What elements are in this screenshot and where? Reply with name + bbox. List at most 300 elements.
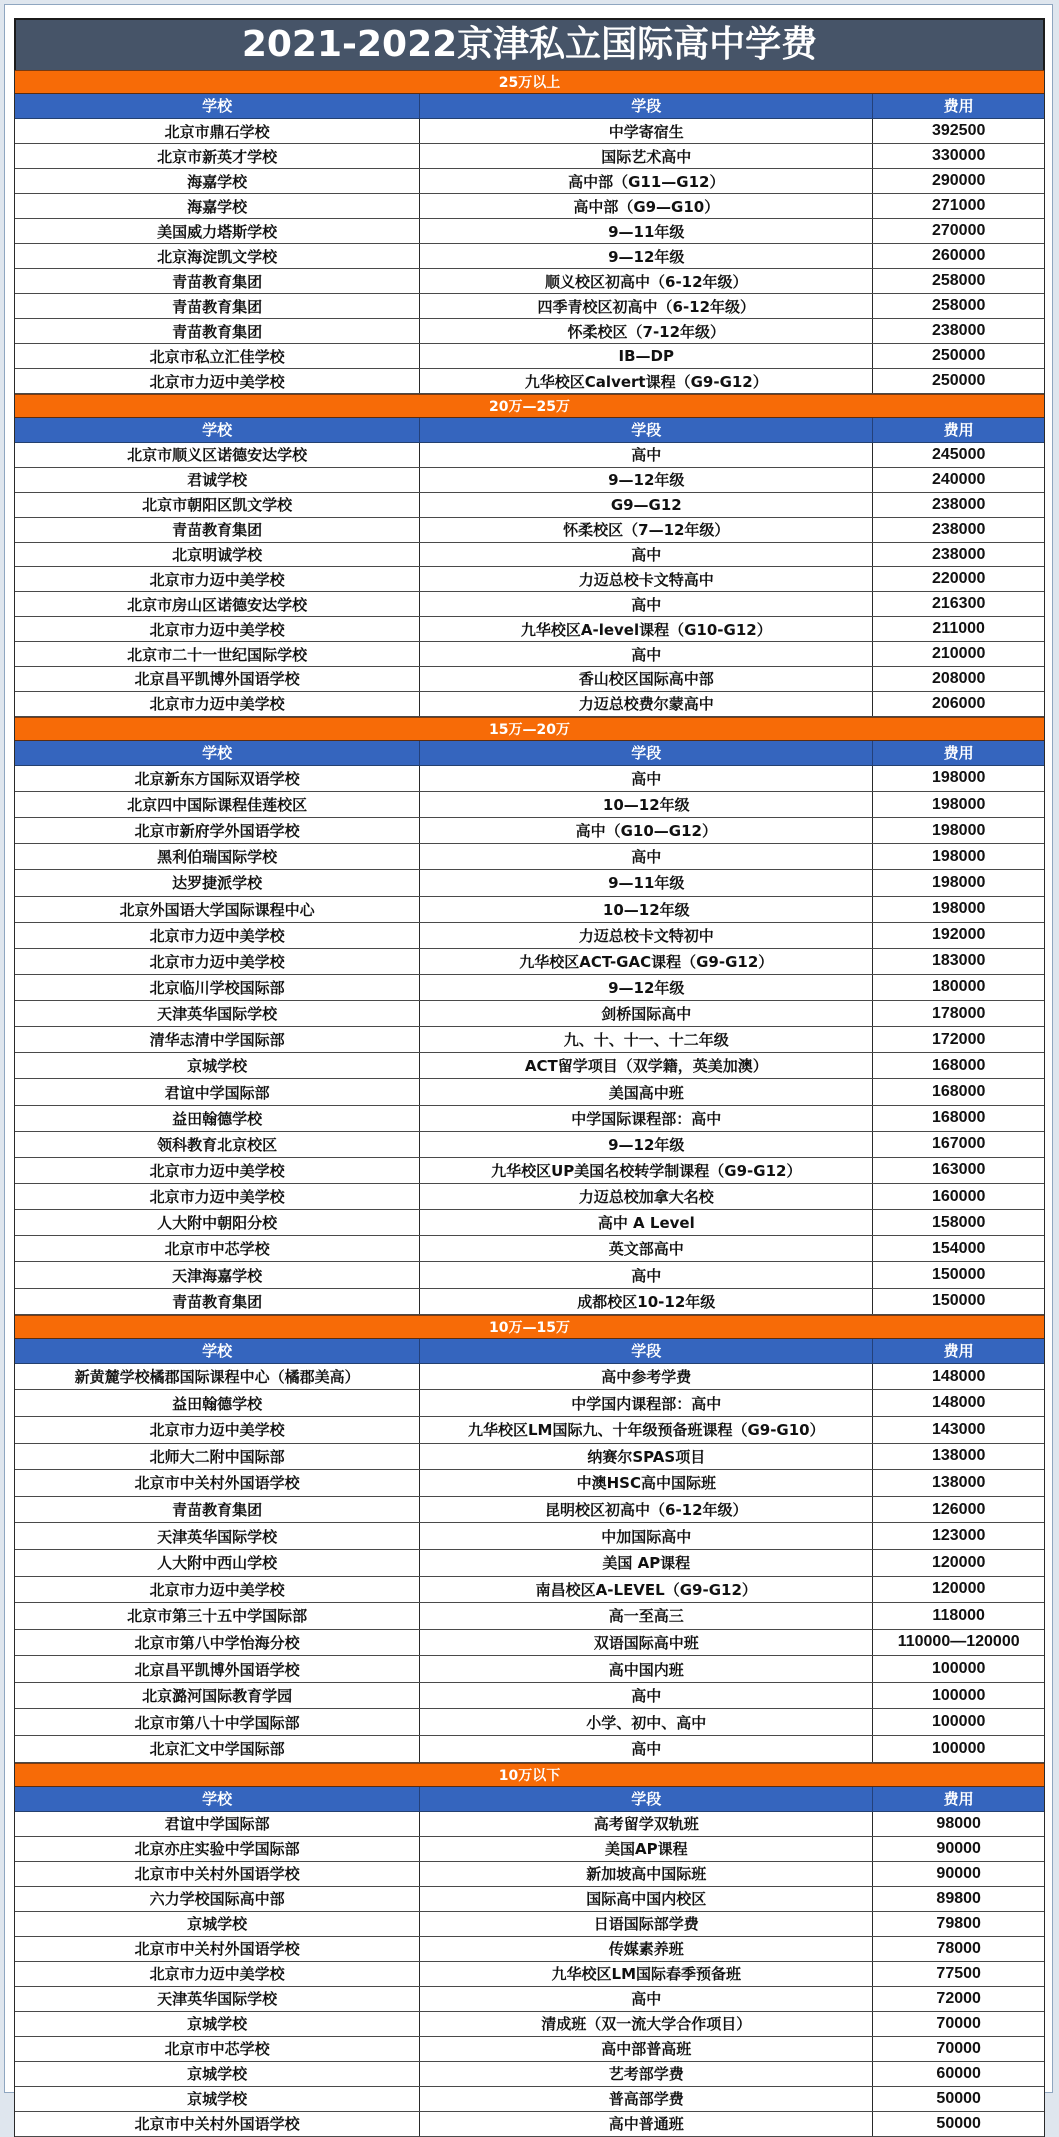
cell-school: 北京市朝阳区凯文学校 bbox=[142, 496, 293, 515]
table-row bbox=[15, 617, 1044, 642]
table-row bbox=[15, 244, 1044, 269]
cell-school: 北京市鼎石学校 bbox=[164, 122, 270, 141]
section-band: 15万—20万 bbox=[15, 717, 1044, 741]
cell-stage: 力迈总校卡文特初中 bbox=[419, 923, 872, 948]
table-row bbox=[15, 468, 1044, 493]
table-row bbox=[15, 119, 1044, 144]
cell-fee: 183000 bbox=[872, 949, 1044, 974]
cell-stage: 新加坡高中国际班 bbox=[419, 1862, 872, 1886]
cell-stage: 九华校区LM国际九、十年级预备班课程（G9-G10） bbox=[419, 1417, 872, 1443]
cell-stage: 中学国际课程部：高中 bbox=[419, 1106, 872, 1131]
cell-stage: 9—12年级 bbox=[419, 1132, 872, 1157]
cell-school: 青苗教育集团 bbox=[172, 297, 263, 316]
cell-school: 京城学校 bbox=[187, 1915, 248, 1934]
table-row bbox=[15, 1887, 1044, 1912]
table-row bbox=[15, 1736, 1044, 1763]
cell-fee: 260000 bbox=[872, 244, 1044, 268]
cell-school: 北京市第三十五中学国际部 bbox=[127, 1607, 308, 1626]
cell-stage: 艺考部学费 bbox=[419, 2062, 872, 2086]
table-row bbox=[15, 692, 1044, 717]
cell-fee: 271000 bbox=[872, 194, 1044, 218]
table-header bbox=[15, 1787, 1044, 1812]
section-rows bbox=[15, 443, 1044, 717]
table-row bbox=[15, 818, 1044, 844]
table-row bbox=[15, 792, 1044, 818]
cell-stage: 高中 bbox=[419, 543, 872, 567]
table-row bbox=[15, 667, 1044, 692]
cell-stage: 9—11年级 bbox=[419, 219, 872, 243]
cell-stage: 国际高中国内校区 bbox=[419, 1887, 872, 1911]
header-fee: 费用 bbox=[872, 94, 1044, 118]
fee-section-2 bbox=[14, 394, 1045, 717]
table-row bbox=[15, 2037, 1044, 2062]
cell-stage: 九华校区Calvert课程（G9-G12） bbox=[419, 369, 872, 393]
table-row bbox=[15, 1812, 1044, 1837]
table-row bbox=[15, 1158, 1044, 1184]
cell-fee: 290000 bbox=[872, 169, 1044, 193]
cell-school: 美国威力塔斯学校 bbox=[157, 222, 278, 241]
table-row bbox=[15, 344, 1044, 369]
cell-stage: 9—12年级 bbox=[419, 468, 872, 492]
table-row bbox=[15, 1937, 1044, 1962]
header-stage: 学段 bbox=[419, 741, 872, 765]
header-fee: 费用 bbox=[872, 1339, 1044, 1363]
cell-school: 君谊中学国际部 bbox=[164, 1083, 270, 1102]
cell-school: 北京市中关村外国语学校 bbox=[134, 1865, 300, 1884]
fee-section-3 bbox=[14, 717, 1045, 1315]
cell-fee: 50000 bbox=[872, 2087, 1044, 2111]
header-school: 学校 bbox=[202, 1789, 233, 1808]
cell-stage: 传媒素养班 bbox=[419, 1937, 872, 1961]
cell-school: 北京市中芯学校 bbox=[164, 1240, 270, 1259]
cell-stage: 力迈总校加拿大名校 bbox=[419, 1184, 872, 1209]
cell-school: 青苗教育集团 bbox=[172, 1292, 263, 1311]
cell-school: 北师大二附中国际部 bbox=[149, 1447, 285, 1466]
table-row bbox=[15, 1603, 1044, 1630]
cell-school: 北京亦庄实验中学国际部 bbox=[134, 1840, 300, 1859]
cell-stage: 高中 bbox=[419, 1683, 872, 1709]
cell-fee: 78000 bbox=[872, 1937, 1044, 1961]
cell-fee: 238000 bbox=[872, 493, 1044, 517]
cell-fee: 168000 bbox=[872, 1079, 1044, 1104]
cell-fee: 245000 bbox=[872, 443, 1044, 467]
cell-stage: 香山校区国际高中部 bbox=[419, 667, 872, 691]
cell-stage: 中加国际高中 bbox=[419, 1523, 872, 1549]
cell-fee: 208000 bbox=[872, 667, 1044, 691]
cell-school: 益田翰德学校 bbox=[172, 1394, 263, 1413]
cell-stage: 高中 bbox=[419, 1987, 872, 2011]
table-row bbox=[15, 1912, 1044, 1937]
cell-fee: 198000 bbox=[872, 792, 1044, 817]
header-fee: 费用 bbox=[872, 741, 1044, 765]
header-school: 学校 bbox=[202, 421, 233, 439]
table-row bbox=[15, 975, 1044, 1001]
table-header bbox=[15, 94, 1044, 119]
cell-school: 人大附中西山学校 bbox=[157, 1554, 278, 1573]
cell-school: 北京昌平凯博外国语学校 bbox=[134, 670, 300, 689]
table-row bbox=[15, 1523, 1044, 1550]
cell-school: 北京市新府学外国语学校 bbox=[134, 822, 300, 841]
cell-school: 北京市私立汇佳学校 bbox=[149, 347, 285, 366]
section-rows bbox=[15, 1812, 1044, 2137]
cell-fee: 238000 bbox=[872, 319, 1044, 343]
table-row bbox=[15, 1364, 1044, 1391]
table-row bbox=[15, 2112, 1044, 2137]
fee-section-4 bbox=[14, 1315, 1045, 1763]
section-rows bbox=[15, 119, 1044, 394]
cell-school: 北京市力迈中美学校 bbox=[149, 1161, 285, 1180]
cell-school: 北京市力迈中美学校 bbox=[149, 695, 285, 714]
cell-stage: 中学寄宿生 bbox=[419, 119, 872, 143]
table-row bbox=[15, 319, 1044, 344]
cell-school: 北京市力迈中美学校 bbox=[149, 620, 285, 639]
cell-fee: 198000 bbox=[872, 818, 1044, 843]
cell-school: 新黄麓学校橘郡国际课程中心（橘郡美高） bbox=[74, 1368, 360, 1387]
cell-fee: 150000 bbox=[872, 1289, 1044, 1314]
cell-fee: 138000 bbox=[872, 1470, 1044, 1496]
table-row bbox=[15, 1550, 1044, 1577]
cell-stage: 怀柔校区（7-12年级） bbox=[419, 319, 872, 343]
table-row bbox=[15, 1210, 1044, 1236]
cell-fee: 98000 bbox=[872, 1812, 1044, 1836]
cell-fee: 258000 bbox=[872, 269, 1044, 293]
cell-fee: 198000 bbox=[872, 844, 1044, 869]
table-row bbox=[15, 169, 1044, 194]
cell-school: 青苗教育集团 bbox=[172, 322, 263, 341]
cell-fee: 392500 bbox=[872, 119, 1044, 143]
cell-stage: 9—11年级 bbox=[419, 870, 872, 895]
cell-stage: 四季青校区初高中（6-12年级） bbox=[419, 294, 872, 318]
fee-section-1 bbox=[14, 70, 1045, 394]
cell-fee: 198000 bbox=[872, 870, 1044, 895]
table-row bbox=[15, 1497, 1044, 1524]
cell-fee: 167000 bbox=[872, 1132, 1044, 1157]
section-band: 20万—25万 bbox=[15, 394, 1044, 418]
cell-fee: 178000 bbox=[872, 1001, 1044, 1026]
cell-school: 天津海嘉学校 bbox=[172, 1266, 263, 1285]
cell-school: 天津英华国际学校 bbox=[157, 1990, 278, 2009]
cell-stage: 九华校区A-level课程（G10-G12） bbox=[419, 617, 872, 641]
cell-school: 北京市力迈中美学校 bbox=[149, 926, 285, 945]
cell-stage: 力迈总校费尔蒙高中 bbox=[419, 692, 872, 716]
cell-fee: 168000 bbox=[872, 1053, 1044, 1078]
cell-fee: 90000 bbox=[872, 1862, 1044, 1886]
cell-school: 北京明诚学校 bbox=[172, 546, 263, 564]
cell-fee: 154000 bbox=[872, 1236, 1044, 1261]
cell-stage: 九华校区UP美国名校转学制课程（G9-G12） bbox=[419, 1158, 872, 1183]
cell-stage: 高中 bbox=[419, 443, 872, 467]
sections-container bbox=[14, 70, 1045, 2137]
table-row bbox=[15, 1289, 1044, 1315]
cell-stage: 9—12年级 bbox=[419, 975, 872, 1000]
cell-school: 北京市力迈中美学校 bbox=[149, 1580, 285, 1599]
cell-fee: 220000 bbox=[872, 567, 1044, 591]
section-band: 25万以上 bbox=[15, 70, 1044, 94]
cell-stage: 双语国际高中班 bbox=[419, 1630, 872, 1656]
header-stage: 学段 bbox=[419, 94, 872, 118]
cell-school: 青苗教育集团 bbox=[172, 1501, 263, 1520]
table-row bbox=[15, 1470, 1044, 1497]
cell-fee: 180000 bbox=[872, 975, 1044, 1000]
cell-fee: 100000 bbox=[872, 1683, 1044, 1709]
cell-stage: 顺义校区初高中（6-12年级） bbox=[419, 269, 872, 293]
table-row bbox=[15, 592, 1044, 617]
table-row bbox=[15, 1132, 1044, 1158]
table-row bbox=[15, 493, 1044, 518]
cell-stage: ACT留学项目（双学籍，英美加澳） bbox=[419, 1053, 872, 1078]
cell-school: 六力学校国际高中部 bbox=[149, 1890, 285, 1909]
cell-stage: 怀柔校区（7—12年级） bbox=[419, 518, 872, 542]
cell-fee: 143000 bbox=[872, 1417, 1044, 1443]
table-row bbox=[15, 369, 1044, 394]
table-row bbox=[15, 1106, 1044, 1132]
table-row bbox=[15, 1390, 1044, 1417]
table-row bbox=[15, 567, 1044, 592]
cell-school: 北京市中关村外国语学校 bbox=[134, 2115, 300, 2134]
cell-stage: 中学国内课程部：高中 bbox=[419, 1390, 872, 1416]
cell-school: 北京临川学校国际部 bbox=[149, 978, 285, 997]
cell-school: 京城学校 bbox=[187, 2015, 248, 2034]
cell-school: 北京市中关村外国语学校 bbox=[134, 1474, 300, 1493]
section-rows bbox=[15, 1364, 1044, 1763]
table-row bbox=[15, 844, 1044, 870]
cell-fee: 118000 bbox=[872, 1603, 1044, 1629]
cell-stage: 昆明校区初高中（6-12年级） bbox=[419, 1497, 872, 1523]
cell-fee: 70000 bbox=[872, 2037, 1044, 2061]
cell-fee: 163000 bbox=[872, 1158, 1044, 1183]
table-row bbox=[15, 2062, 1044, 2087]
cell-school: 北京市顺义区诺德安达学校 bbox=[127, 446, 308, 465]
cell-fee: 138000 bbox=[872, 1444, 1044, 1470]
cell-fee: 206000 bbox=[872, 692, 1044, 716]
table-row bbox=[15, 194, 1044, 219]
cell-fee: 150000 bbox=[872, 1262, 1044, 1287]
cell-fee: 168000 bbox=[872, 1106, 1044, 1131]
table-header bbox=[15, 741, 1044, 766]
table-row bbox=[15, 219, 1044, 244]
table-row bbox=[15, 1444, 1044, 1471]
cell-stage: 高中（G10—G12） bbox=[419, 818, 872, 843]
cell-school: 北京市力迈中美学校 bbox=[149, 1421, 285, 1440]
cell-stage: 小学、初中、高中 bbox=[419, 1709, 872, 1735]
cell-fee: 172000 bbox=[872, 1027, 1044, 1052]
table-row bbox=[15, 443, 1044, 468]
table-row bbox=[15, 1837, 1044, 1862]
cell-stage: 力迈总校卡文特高中 bbox=[419, 567, 872, 591]
cell-stage: 美国 AP课程 bbox=[419, 1550, 872, 1576]
cell-school: 海嘉学校 bbox=[187, 197, 248, 216]
cell-school: 人大附中朝阳分校 bbox=[157, 1214, 278, 1233]
cell-stage: 国际艺术高中 bbox=[419, 144, 872, 168]
cell-fee: 238000 bbox=[872, 543, 1044, 567]
cell-stage: 中澳HSC高中国际班 bbox=[419, 1470, 872, 1496]
cell-fee: 240000 bbox=[872, 468, 1044, 492]
cell-stage: 高中 bbox=[419, 1262, 872, 1287]
table-row bbox=[15, 1577, 1044, 1604]
cell-fee: 89800 bbox=[872, 1887, 1044, 1911]
table-row bbox=[15, 1001, 1044, 1027]
table-row bbox=[15, 923, 1044, 949]
cell-fee: 148000 bbox=[872, 1390, 1044, 1416]
cell-school: 北京市力迈中美学校 bbox=[149, 570, 285, 589]
cell-school: 君诚学校 bbox=[187, 471, 248, 490]
cell-school: 益田翰德学校 bbox=[172, 1109, 263, 1128]
table-row bbox=[15, 1683, 1044, 1710]
cell-school: 北京市力迈中美学校 bbox=[149, 372, 285, 391]
cell-school: 北京市第八十中学国际部 bbox=[134, 1713, 300, 1732]
cell-stage: 高中 bbox=[419, 642, 872, 666]
cell-fee: 120000 bbox=[872, 1550, 1044, 1576]
header-stage: 学段 bbox=[419, 418, 872, 442]
cell-school: 北京市力迈中美学校 bbox=[149, 952, 285, 971]
cell-stage: 英文部高中 bbox=[419, 1236, 872, 1261]
table-row bbox=[15, 1262, 1044, 1288]
table-row bbox=[15, 1656, 1044, 1683]
cell-fee: 100000 bbox=[872, 1709, 1044, 1735]
cell-fee: 70000 bbox=[872, 2012, 1044, 2036]
cell-fee: 50000 bbox=[872, 2112, 1044, 2136]
cell-fee: 198000 bbox=[872, 766, 1044, 791]
table-row bbox=[15, 1184, 1044, 1210]
table-row bbox=[15, 1417, 1044, 1444]
cell-fee: 90000 bbox=[872, 1837, 1044, 1861]
fee-table bbox=[14, 18, 1045, 2137]
cell-school: 北京海淀凯文学校 bbox=[157, 247, 278, 266]
cell-school: 青苗教育集团 bbox=[172, 521, 263, 540]
cell-stage: 10—12年级 bbox=[419, 897, 872, 922]
cell-stage: 九华校区LM国际春季预备班 bbox=[419, 1962, 872, 1986]
cell-stage: 清成班（双一流大学合作项目） bbox=[419, 2012, 872, 2036]
cell-fee: 123000 bbox=[872, 1523, 1044, 1549]
cell-school: 黑利伯瑞国际学校 bbox=[157, 848, 278, 867]
cell-stage: IB—DP bbox=[419, 344, 872, 368]
cell-fee: 120000 bbox=[872, 1577, 1044, 1603]
cell-fee: 100000 bbox=[872, 1736, 1044, 1762]
cell-stage: 成都校区10-12年级 bbox=[419, 1289, 872, 1314]
table-row bbox=[15, 2012, 1044, 2037]
cell-school: 北京市力迈中美学校 bbox=[149, 1965, 285, 1984]
cell-fee: 216300 bbox=[872, 592, 1044, 616]
cell-fee: 198000 bbox=[872, 897, 1044, 922]
cell-stage: 高考留学双轨班 bbox=[419, 1812, 872, 1836]
table-row bbox=[15, 1027, 1044, 1053]
table-row bbox=[15, 1962, 1044, 1987]
cell-school: 北京昌平凯博外国语学校 bbox=[134, 1660, 300, 1679]
cell-fee: 270000 bbox=[872, 219, 1044, 243]
header-school: 学校 bbox=[202, 1341, 233, 1360]
section-rows bbox=[15, 766, 1044, 1315]
table-row bbox=[15, 1053, 1044, 1079]
cell-fee: 250000 bbox=[872, 369, 1044, 393]
table-row bbox=[15, 870, 1044, 896]
cell-stage: 高中普通班 bbox=[419, 2112, 872, 2136]
cell-fee: 160000 bbox=[872, 1184, 1044, 1209]
cell-stage: 南昌校区A-LEVEL（G9-G12） bbox=[419, 1577, 872, 1603]
cell-stage: 剑桥国际高中 bbox=[419, 1001, 872, 1026]
table-row bbox=[15, 1079, 1044, 1105]
cell-fee: 79800 bbox=[872, 1912, 1044, 1936]
cell-stage: 高中参考学费 bbox=[419, 1364, 872, 1390]
cell-stage: 高中部（G11—G12） bbox=[419, 169, 872, 193]
cell-school: 北京市二十一世纪国际学校 bbox=[127, 645, 308, 664]
table-row bbox=[15, 294, 1044, 319]
cell-fee: 192000 bbox=[872, 923, 1044, 948]
cell-fee: 60000 bbox=[872, 2062, 1044, 2086]
table-row bbox=[15, 1987, 1044, 2012]
cell-school: 天津英华国际学校 bbox=[157, 1005, 278, 1024]
cell-school: 海嘉学校 bbox=[187, 172, 248, 191]
cell-fee: 210000 bbox=[872, 642, 1044, 666]
cell-stage: 九华校区ACT-GAC课程（G9-G12） bbox=[419, 949, 872, 974]
cell-stage: 日语国际部学费 bbox=[419, 1912, 872, 1936]
cell-stage: 九、十、十一、十二年级 bbox=[419, 1027, 872, 1052]
table-row bbox=[15, 1862, 1044, 1887]
cell-stage: 高中部（G9—G10） bbox=[419, 194, 872, 218]
cell-stage: 纳赛尔SPAS项目 bbox=[419, 1444, 872, 1470]
table-row bbox=[15, 766, 1044, 792]
table-row bbox=[15, 1630, 1044, 1657]
cell-school: 达罗捷派学校 bbox=[172, 874, 263, 893]
cell-stage: 高中 bbox=[419, 766, 872, 791]
cell-school: 北京外国语大学国际课程中心 bbox=[119, 900, 315, 919]
cell-school: 北京市中芯学校 bbox=[164, 2040, 270, 2059]
fee-section-5 bbox=[14, 1763, 1045, 2137]
table-row bbox=[15, 1236, 1044, 1262]
cell-fee: 100000 bbox=[872, 1656, 1044, 1682]
header-fee: 费用 bbox=[872, 418, 1044, 442]
cell-fee: 250000 bbox=[872, 344, 1044, 368]
section-band: 10万以下 bbox=[15, 1763, 1044, 1787]
cell-school: 领科教育北京校区 bbox=[157, 1135, 278, 1154]
cell-school: 北京市中关村外国语学校 bbox=[134, 1940, 300, 1959]
cell-school: 君谊中学国际部 bbox=[164, 1815, 270, 1834]
cell-stage: 9—12年级 bbox=[419, 244, 872, 268]
cell-fee: 258000 bbox=[872, 294, 1044, 318]
cell-stage: 高中 bbox=[419, 1736, 872, 1762]
cell-school: 北京市第八中学怡海分校 bbox=[134, 1633, 300, 1652]
cell-stage: 高一至高三 bbox=[419, 1603, 872, 1629]
cell-fee: 110000—120000 bbox=[872, 1630, 1044, 1656]
table-row bbox=[15, 1709, 1044, 1736]
cell-fee: 72000 bbox=[872, 1987, 1044, 2011]
table-header bbox=[15, 418, 1044, 443]
cell-stage: 高中 A Level bbox=[419, 1210, 872, 1235]
cell-fee: 148000 bbox=[872, 1364, 1044, 1390]
cell-stage: 高中 bbox=[419, 844, 872, 869]
cell-fee: 158000 bbox=[872, 1210, 1044, 1235]
cell-school: 青苗教育集团 bbox=[172, 272, 263, 291]
header-stage: 学段 bbox=[419, 1787, 872, 1811]
cell-fee: 211000 bbox=[872, 617, 1044, 641]
cell-school: 北京市新英才学校 bbox=[157, 147, 278, 166]
cell-school: 北京汇文中学国际部 bbox=[149, 1740, 285, 1759]
cell-stage: 高中国内班 bbox=[419, 1656, 872, 1682]
cell-stage: 10—12年级 bbox=[419, 792, 872, 817]
table-row bbox=[15, 949, 1044, 975]
header-fee: 费用 bbox=[872, 1787, 1044, 1811]
cell-school: 北京市力迈中美学校 bbox=[149, 1188, 285, 1207]
cell-fee: 238000 bbox=[872, 518, 1044, 542]
table-row bbox=[15, 2087, 1044, 2112]
page-title: 2021-2022京津私立国际高中学费 bbox=[14, 18, 1045, 70]
cell-stage: 美国高中班 bbox=[419, 1079, 872, 1104]
section-band: 10万—15万 bbox=[15, 1315, 1044, 1339]
table-row bbox=[15, 642, 1044, 667]
cell-school: 天津英华国际学校 bbox=[157, 1527, 278, 1546]
cell-school: 北京四中国际课程佳莲校区 bbox=[127, 796, 308, 814]
cell-stage: G9—G12 bbox=[419, 493, 872, 517]
cell-school: 北京市房山区诺德安达学校 bbox=[127, 595, 308, 614]
